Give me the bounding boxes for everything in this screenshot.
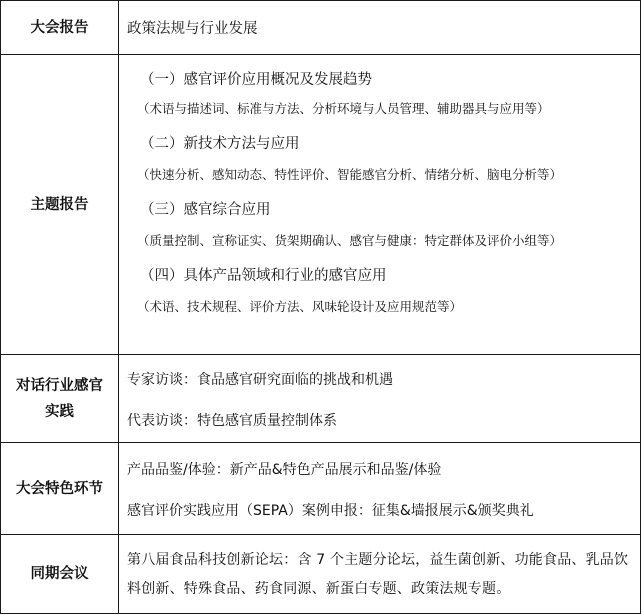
topic-detail: （术语、技术规程、评价方法、风味轮设计及应用规范等）	[137, 299, 463, 314]
keynote-text: 政策法规与行业发展	[127, 21, 258, 37]
row-label-features: 大会特色环节	[1, 443, 119, 535]
row-content-dialogue	[119, 355, 641, 443]
feature-item: 产品品鉴/体验：新产品&特色产品展示和品鉴/体验	[127, 462, 442, 478]
topic-detail: （术语与描述词、标准与方法、分析环境与人员管理、辅助器具与应用等）	[137, 101, 550, 116]
topic-detail: （质量控制、宣称证实、货架期确认、感官与健康：特定群体及评价小组等）	[137, 233, 563, 248]
row-label-dialogue-line1: 对话行业感官	[16, 377, 103, 394]
dialogue-item: 专家访谈：食品感官研究面临的挑战和机遇	[127, 372, 393, 388]
row-dialogue	[1, 355, 641, 443]
row-label-concurrent: 同期会议	[1, 535, 119, 614]
topic-detail: （快速分析、感知动态、特性评价、智能感官分析、情绪分析、脑电分析等）	[137, 167, 563, 182]
feature-item: 感官评价实践应用（SEPA）案例申报：征集&墙报展示&颁奖典礼	[127, 503, 534, 519]
row-concurrent	[1, 535, 641, 614]
row-content-keynote	[119, 1, 641, 55]
topic-title: （四）具体产品领域和行业的感官应用	[140, 268, 387, 284]
row-label-dialogue-line2: 实践	[45, 403, 74, 420]
topic-title: （二）新技术方法与应用	[140, 136, 300, 152]
row-content-features	[119, 443, 641, 535]
row-label-keynote: 大会报告	[1, 1, 119, 55]
row-keynote	[1, 1, 641, 55]
row-features	[1, 443, 641, 535]
row-content-concurrent	[119, 535, 641, 614]
row-theme	[1, 55, 641, 355]
topic-title: （一）感官评价应用概况及发展趋势	[140, 72, 372, 88]
topic-title: （三）感官综合应用	[140, 202, 271, 218]
dialogue-item: 代表访谈：特色感官质量控制体系	[127, 413, 337, 429]
concurrent-text: 第八届食品科技创新论坛：含 7 个主题分论坛，益生菌创新、功能食品、乳品饮料创新、特殊食品、药食同源、新蛋白专题、政策法规专题。	[127, 552, 629, 597]
row-content-theme	[119, 55, 641, 355]
row-label-dialogue	[1, 355, 119, 443]
row-label-theme: 主题报告	[1, 55, 119, 355]
